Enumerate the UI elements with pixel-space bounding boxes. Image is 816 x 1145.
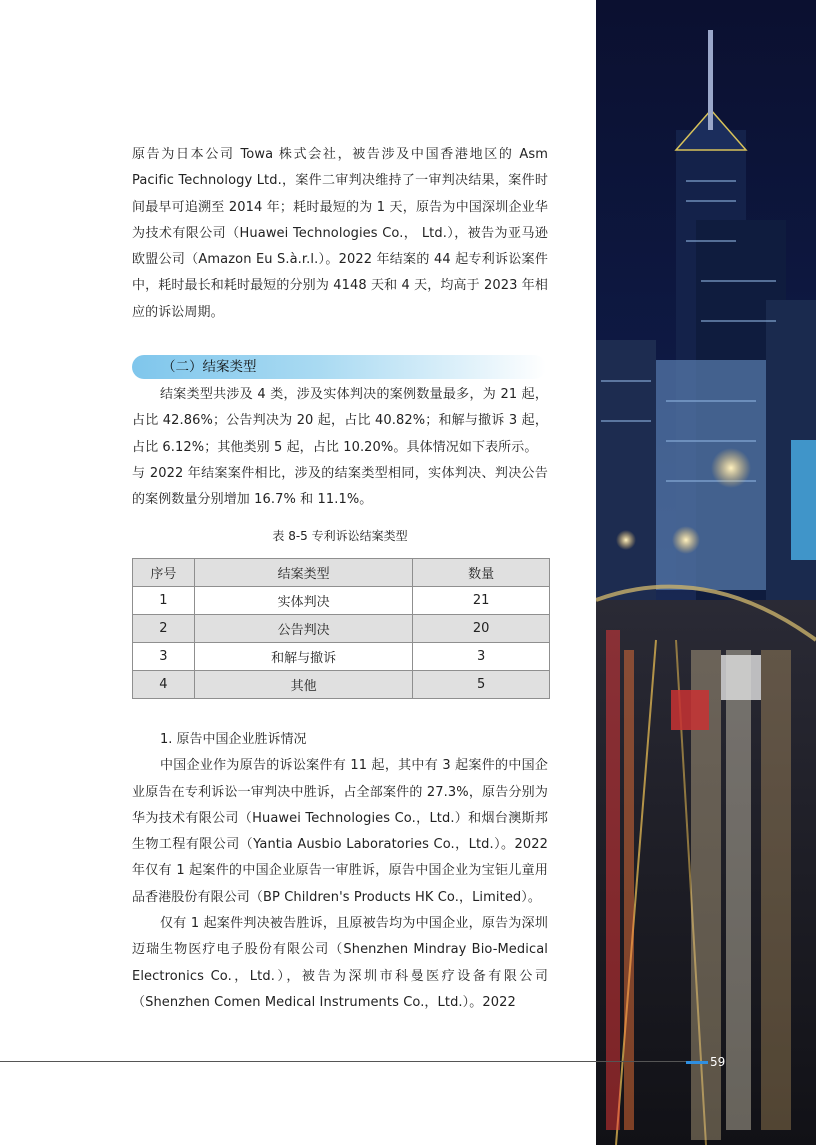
paragraph-block-1 — [132, 142, 548, 326]
table-cell: 1 — [133, 587, 195, 615]
table-cell: 21 — [413, 587, 550, 615]
section-heading: （二）结案类型 — [132, 355, 546, 379]
paragraph: 结案类型共涉及 4 类，涉及实体判决的案例数量最多，为 21 起，占比 42.86%；公告判决为 20 起，占比 40.82%；和解与撤诉 3 起，占比 6.12%；其他类别 5 起，占比 10.20%。具体情况如下表所示。 — [132, 387, 548, 455]
city-night-photo — [596, 0, 816, 1145]
paragraph: 中国企业作为原告的诉讼案件有 11 起，其中有 3 起案件的中国企业原告在专利诉讼一审判决中胜诉，占全部案件的 27.3%，原告分别为华为技术有限公司（Huawei Technologies Co.，Ltd.）和烟台澳斯邦生物工程有限公司（Yantia Ausbio Laboratories Co.，Ltd.）。2022 年仅有 1 起案件的中国企业原告一审胜诉，原告中国企业为宝钜儿童用品香港股份有限公司（BP Children's Products HK Co.，Limited）。 — [132, 758, 548, 905]
paragraph-block-3 — [132, 727, 548, 1016]
case-type-table — [132, 558, 550, 699]
sub-heading: 1. 原告中国企业胜诉情况 — [160, 732, 307, 747]
paragraph-block-2 — [132, 382, 548, 513]
table-cell: 5 — [413, 671, 550, 699]
header-cell: 数量 — [413, 559, 550, 587]
paragraph: 仅有 1 起案件判决被告胜诉，且原被告均为中国企业，原告为深圳迈瑞生物医疗电子股份有限公司（Shenzhen Mindray Bio-Medical Electronics Co.，Ltd.），被告为深圳市科曼医疗设备有限公司（Shenzhen Comen Medical Instruments Co.，Ltd.）。2022 — [132, 916, 548, 1010]
paragraph: 原告为日本公司 Towa 株式会社，被告涉及中国香港地区的 Asm Pacific Technology Ltd.，案件二审判决维持了一审判决结果，案件时间最早可追溯至 2014 年；耗时最短的为 1 天，原告为中国深圳企业华为技术有限公司（Huawei Technologies Co.， Ltd.），被告为亚马逊欧盟公司（Amazon Eu S.à.r.l.）。2022 年结案的 44 起专利诉讼案件中，耗时最长和耗时最短的分别为 4148 天和 4 天，均高于 2023 年相应的诉讼周期。 — [132, 147, 548, 320]
table-header-row — [133, 559, 550, 587]
table-cell: 3 — [133, 643, 195, 671]
table-row — [133, 643, 550, 671]
table-cell: 2 — [133, 615, 195, 643]
page-number-text: 59 — [710, 1055, 726, 1069]
table-caption: 表 8-5 专利诉讼结案类型 — [272, 529, 408, 543]
table-cell: 实体判决 — [194, 587, 412, 615]
paragraph: 与 2022 年结案案件相比，涉及的结案类型相同，实体判决、判决公告的案例数量分别增加 16.7% 和 11.1%。 — [132, 465, 548, 508]
table-cell: 4 — [133, 671, 195, 699]
table-row — [133, 615, 550, 643]
table-cell: 和解与撤诉 — [194, 643, 412, 671]
header-cell: 结案类型 — [194, 559, 412, 587]
header-cell: 序号 — [133, 559, 195, 587]
table-row — [133, 587, 550, 615]
table-cell: 20 — [413, 615, 550, 643]
table-row — [133, 671, 550, 699]
page-number-accent-bar — [686, 1061, 708, 1064]
page-number — [686, 1053, 725, 1071]
table-cell: 3 — [413, 643, 550, 671]
table-cell: 其他 — [194, 671, 412, 699]
table-cell: 公告判决 — [194, 615, 412, 643]
footer-rule — [0, 1061, 700, 1062]
